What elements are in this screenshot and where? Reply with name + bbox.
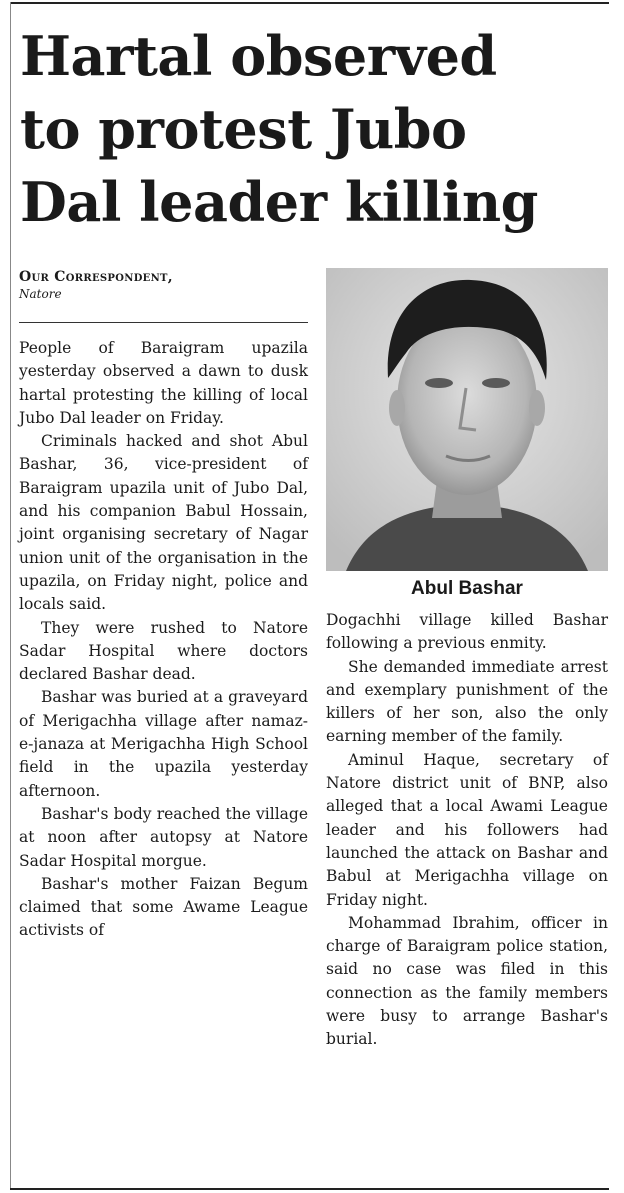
headline (20, 20, 605, 239)
portrait-image (326, 268, 608, 571)
bottom-rule (10, 1188, 609, 1190)
byline (19, 269, 307, 301)
paragraph: She demanded immediate arrest and exemplary punishment of the killers of her son, also the only earning member of the family. (326, 657, 608, 746)
photo-caption: Abul Bashar (411, 578, 523, 599)
headline-line: Hartal observed (20, 24, 497, 88)
left-rule (10, 2, 11, 1190)
paragraph: They were rushed to Natore Sadar Hospital where doctors declared Bashar dead. (19, 618, 308, 684)
paragraph: Criminals hacked and shot Abul Bashar, 36, vice-president of Baraigram upazila unit of Jubo Dal, and his companion Babul Hossain, joint organising secretary of Nagar union unit of the organisation in the upazila, on Friday night, police and locals said. (19, 432, 308, 614)
paragraph: Aminul Haque, secretary of Natore district unit of BNP, also alleged that a local Awami League leader and his followers had launched the attack on Bashar and Babul at Merigachha village on Friday night. (326, 750, 608, 909)
byline-rule (19, 322, 308, 323)
paragraph: Bashar's body reached the village at noon after autopsy at Natore Sadar Hospital morgue. (19, 804, 308, 870)
paragraph: Bashar was buried at a graveyard of Merigachha village after namaz-e-janaza at Merigachha High School field in the upazila yesterday afternoon. (19, 688, 308, 800)
paragraph: Mohammad Ibrahim, officer in charge of Baraigram police station, said no case was filed in this connection as the family members were busy to arrange Bashar's burial. (326, 913, 608, 1049)
headline-line: Dal leader killing (20, 170, 538, 234)
paragraph: Dogachhi village killed Bashar following a previous enmity. (326, 611, 608, 653)
headline-line: to protest Jubo (20, 97, 467, 161)
byline-place: Natore (19, 287, 62, 301)
right-column (326, 609, 608, 1052)
top-rule (10, 2, 609, 4)
portrait-photo (326, 268, 608, 571)
paragraph: People of Baraigram upazila yesterday observed a dawn to dusk hartal protesting the killing of local Jubo Dal leader on Friday. (19, 339, 308, 427)
paragraph: Bashar's mother Faizan Begum claimed that some Awame League activists of (19, 874, 308, 940)
article-frame (10, 2, 609, 1190)
byline-name: Our Correspondent, (19, 269, 173, 285)
left-column (19, 337, 308, 943)
